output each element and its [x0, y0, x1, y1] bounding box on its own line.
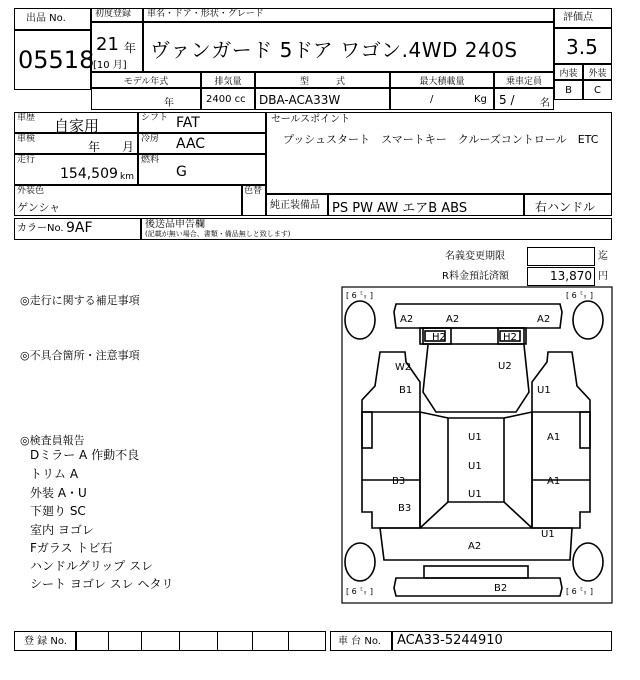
- mark-a1-right-front: A1: [547, 432, 561, 443]
- rear-bumper: [394, 578, 562, 596]
- tire-depth-rear-left: [ 6 ㍉ ]: [346, 587, 373, 596]
- mark-u1-rear: U1: [468, 489, 482, 500]
- model-name: ヴァンガード 5ドア ワゴン.4WD 240S: [150, 38, 518, 62]
- reg-no-label: 登 録 No.: [24, 636, 67, 647]
- inspection-month: 月: [122, 140, 135, 154]
- exterior-color-value: ゲンシャ: [17, 201, 61, 214]
- reg-no-divider: [288, 631, 289, 651]
- capacity-label: 乗車定員: [494, 72, 554, 88]
- lot-label: 出品 No.: [26, 13, 66, 24]
- mark-b1: B1: [399, 385, 413, 396]
- post-docs-label: 後送品申告欄: [145, 219, 205, 230]
- max-load-unit: Kg: [474, 94, 487, 105]
- mark-a2-center: A2: [446, 314, 460, 325]
- capacity-value: 5 /: [499, 93, 515, 107]
- door-rear-left: [362, 480, 420, 528]
- hood: [423, 345, 529, 412]
- max-load-label: 最大積載量: [390, 72, 494, 88]
- diagram-frame: [342, 287, 612, 603]
- chassis-label: 車 台 No.: [338, 636, 381, 647]
- inspector-item: トリム A: [30, 467, 79, 481]
- inspection-year: 年: [88, 140, 101, 154]
- windshield: [420, 412, 532, 418]
- door-front-left: [362, 412, 420, 480]
- tire-depth-rear-right: [ 6 ㍉ ]: [566, 587, 593, 596]
- mark-h2-right: H2: [503, 332, 517, 343]
- driving-notes-label: ◎走行に関する補足事項: [20, 294, 140, 307]
- mileage-label: 走行: [17, 155, 36, 165]
- interior-grade: B: [554, 80, 583, 100]
- chassis-number: ACA33-5244910: [397, 633, 503, 648]
- rating-label: 評価点: [563, 12, 593, 23]
- max-load-slash: /: [430, 94, 434, 105]
- mark-u1-roof: U1: [468, 461, 482, 472]
- history-value: 自家用: [54, 117, 100, 135]
- sales-points-value: プッシュスタート スマートキー クルーズコントロール ETC: [283, 133, 599, 146]
- inspection-label: 車検: [17, 134, 36, 144]
- recycle-label: R料金預託済額: [442, 271, 509, 282]
- mark-b2: B2: [494, 583, 508, 594]
- first-reg-year-unit: 年: [124, 41, 137, 55]
- inspector-item: 外装 A・U: [30, 486, 87, 500]
- door-front-right: [532, 412, 590, 480]
- inspector-item: Dミラー A 作動不良: [30, 448, 140, 462]
- wheel-rear-left: [345, 543, 375, 581]
- fuel-value: G: [176, 164, 187, 180]
- capacity-unit: 名: [540, 98, 550, 109]
- steering-value: 右ハンドル: [535, 200, 596, 214]
- fuel-label: 燃料: [141, 155, 160, 165]
- fender-front-right: [532, 352, 590, 412]
- reg-no-divider: [141, 631, 142, 651]
- mileage-value: 154,509: [60, 166, 118, 182]
- aircon-value: AAC: [176, 136, 206, 152]
- mark-b3-left-front: B3: [392, 476, 406, 487]
- name-change-label: 名義変更期限: [445, 251, 505, 262]
- fender-front-left: [362, 352, 420, 412]
- model-name-label: 車名・ドア・形状・グレード: [147, 9, 264, 19]
- damage-marks: [392, 314, 560, 594]
- recycle-amount: 13,870: [550, 269, 592, 283]
- wheel-front-right: [573, 301, 603, 339]
- color-no-label: カラーNo.: [17, 223, 64, 234]
- inspector-item: Fガラス トビ石: [30, 541, 113, 555]
- wheel-front-left: [345, 301, 375, 339]
- mark-h2-left: H2: [432, 332, 446, 343]
- first-reg-label: 初度登録: [95, 9, 132, 19]
- inspector-report-label: ◎検査員報告: [20, 434, 85, 447]
- mileage-unit: km: [120, 172, 134, 182]
- rear-pillars: [420, 502, 532, 528]
- mark-u1-hood: U1: [468, 432, 482, 443]
- tire-depth-front-right: [ 6 ㍉ ]: [566, 291, 593, 300]
- mark-w2: W2: [395, 362, 412, 373]
- mark-a2-left: A2: [400, 314, 414, 325]
- model-year-unit: 年: [164, 98, 174, 109]
- model-year-label: モデル年式: [91, 72, 201, 88]
- aircon-label: 冷房: [141, 134, 160, 144]
- history-label: 車歴: [17, 113, 36, 123]
- mark-a2-tail: A2: [468, 541, 482, 552]
- defects-label: ◎不具合箇所・注意事項: [20, 349, 140, 362]
- mark-u2: U2: [498, 361, 512, 372]
- interior-label: 内装: [554, 64, 583, 80]
- reg-no-divider: [108, 631, 109, 651]
- inspector-item: 室内 ヨゴレ: [30, 523, 94, 537]
- exterior-color-label: 外装色: [17, 186, 45, 196]
- inspector-item: 下廻り SC: [30, 504, 86, 518]
- inspector-item: シート ヨゴレ スレ ヘタリ: [30, 577, 174, 591]
- tire-depth-front-left: [ 6 ㍉ ]: [346, 291, 373, 300]
- post-docs-note: (記載が無い場合、書類・備品無しと致します): [145, 230, 291, 238]
- type-label: 型 式: [255, 72, 390, 88]
- color-change-label: 色替: [244, 186, 263, 196]
- rating-value: 3.5: [566, 35, 598, 59]
- mark-u1-right-rear: U1: [541, 529, 555, 540]
- mirror-left: [362, 412, 372, 448]
- wheel-rear-right: [573, 543, 603, 581]
- color-no-value: 9AF: [66, 220, 93, 236]
- sales-points-label: セールスポイント: [271, 114, 351, 125]
- exterior-label: 外装: [583, 64, 612, 80]
- first-reg-year: 21: [96, 34, 119, 55]
- mark-a2-right: A2: [537, 314, 551, 325]
- shift-value: FAT: [176, 115, 200, 131]
- first-reg-month: [10 月]: [93, 60, 127, 71]
- license-plate-area: [424, 566, 528, 578]
- equipment-label: 純正装備品: [270, 200, 320, 211]
- reg-no-divider: [217, 631, 218, 651]
- mark-a1-right-rear: A1: [547, 476, 561, 487]
- mark-u1-right-front: U1: [537, 385, 551, 396]
- name-change-unit: 迄: [598, 251, 608, 262]
- type-value: DBA-ACA33W: [259, 93, 341, 107]
- door-rear-right: [532, 480, 590, 528]
- displacement-label: 排気量: [201, 72, 255, 88]
- reg-no-divider: [179, 631, 180, 651]
- mirror-right: [580, 412, 590, 448]
- lot-number: 05518: [18, 46, 95, 74]
- recycle-unit: 円: [598, 271, 608, 282]
- mark-b3-left-rear: B3: [398, 503, 412, 514]
- inspector-item: ハンドルグリップ スレ: [30, 559, 154, 573]
- reg-no-divider: [252, 631, 253, 651]
- exterior-grade: C: [583, 80, 612, 100]
- displacement-value: 2400 cc: [206, 94, 246, 105]
- shift-label: シフト: [141, 113, 169, 123]
- equipment-value: PS PW AW エアB ABS: [332, 201, 468, 216]
